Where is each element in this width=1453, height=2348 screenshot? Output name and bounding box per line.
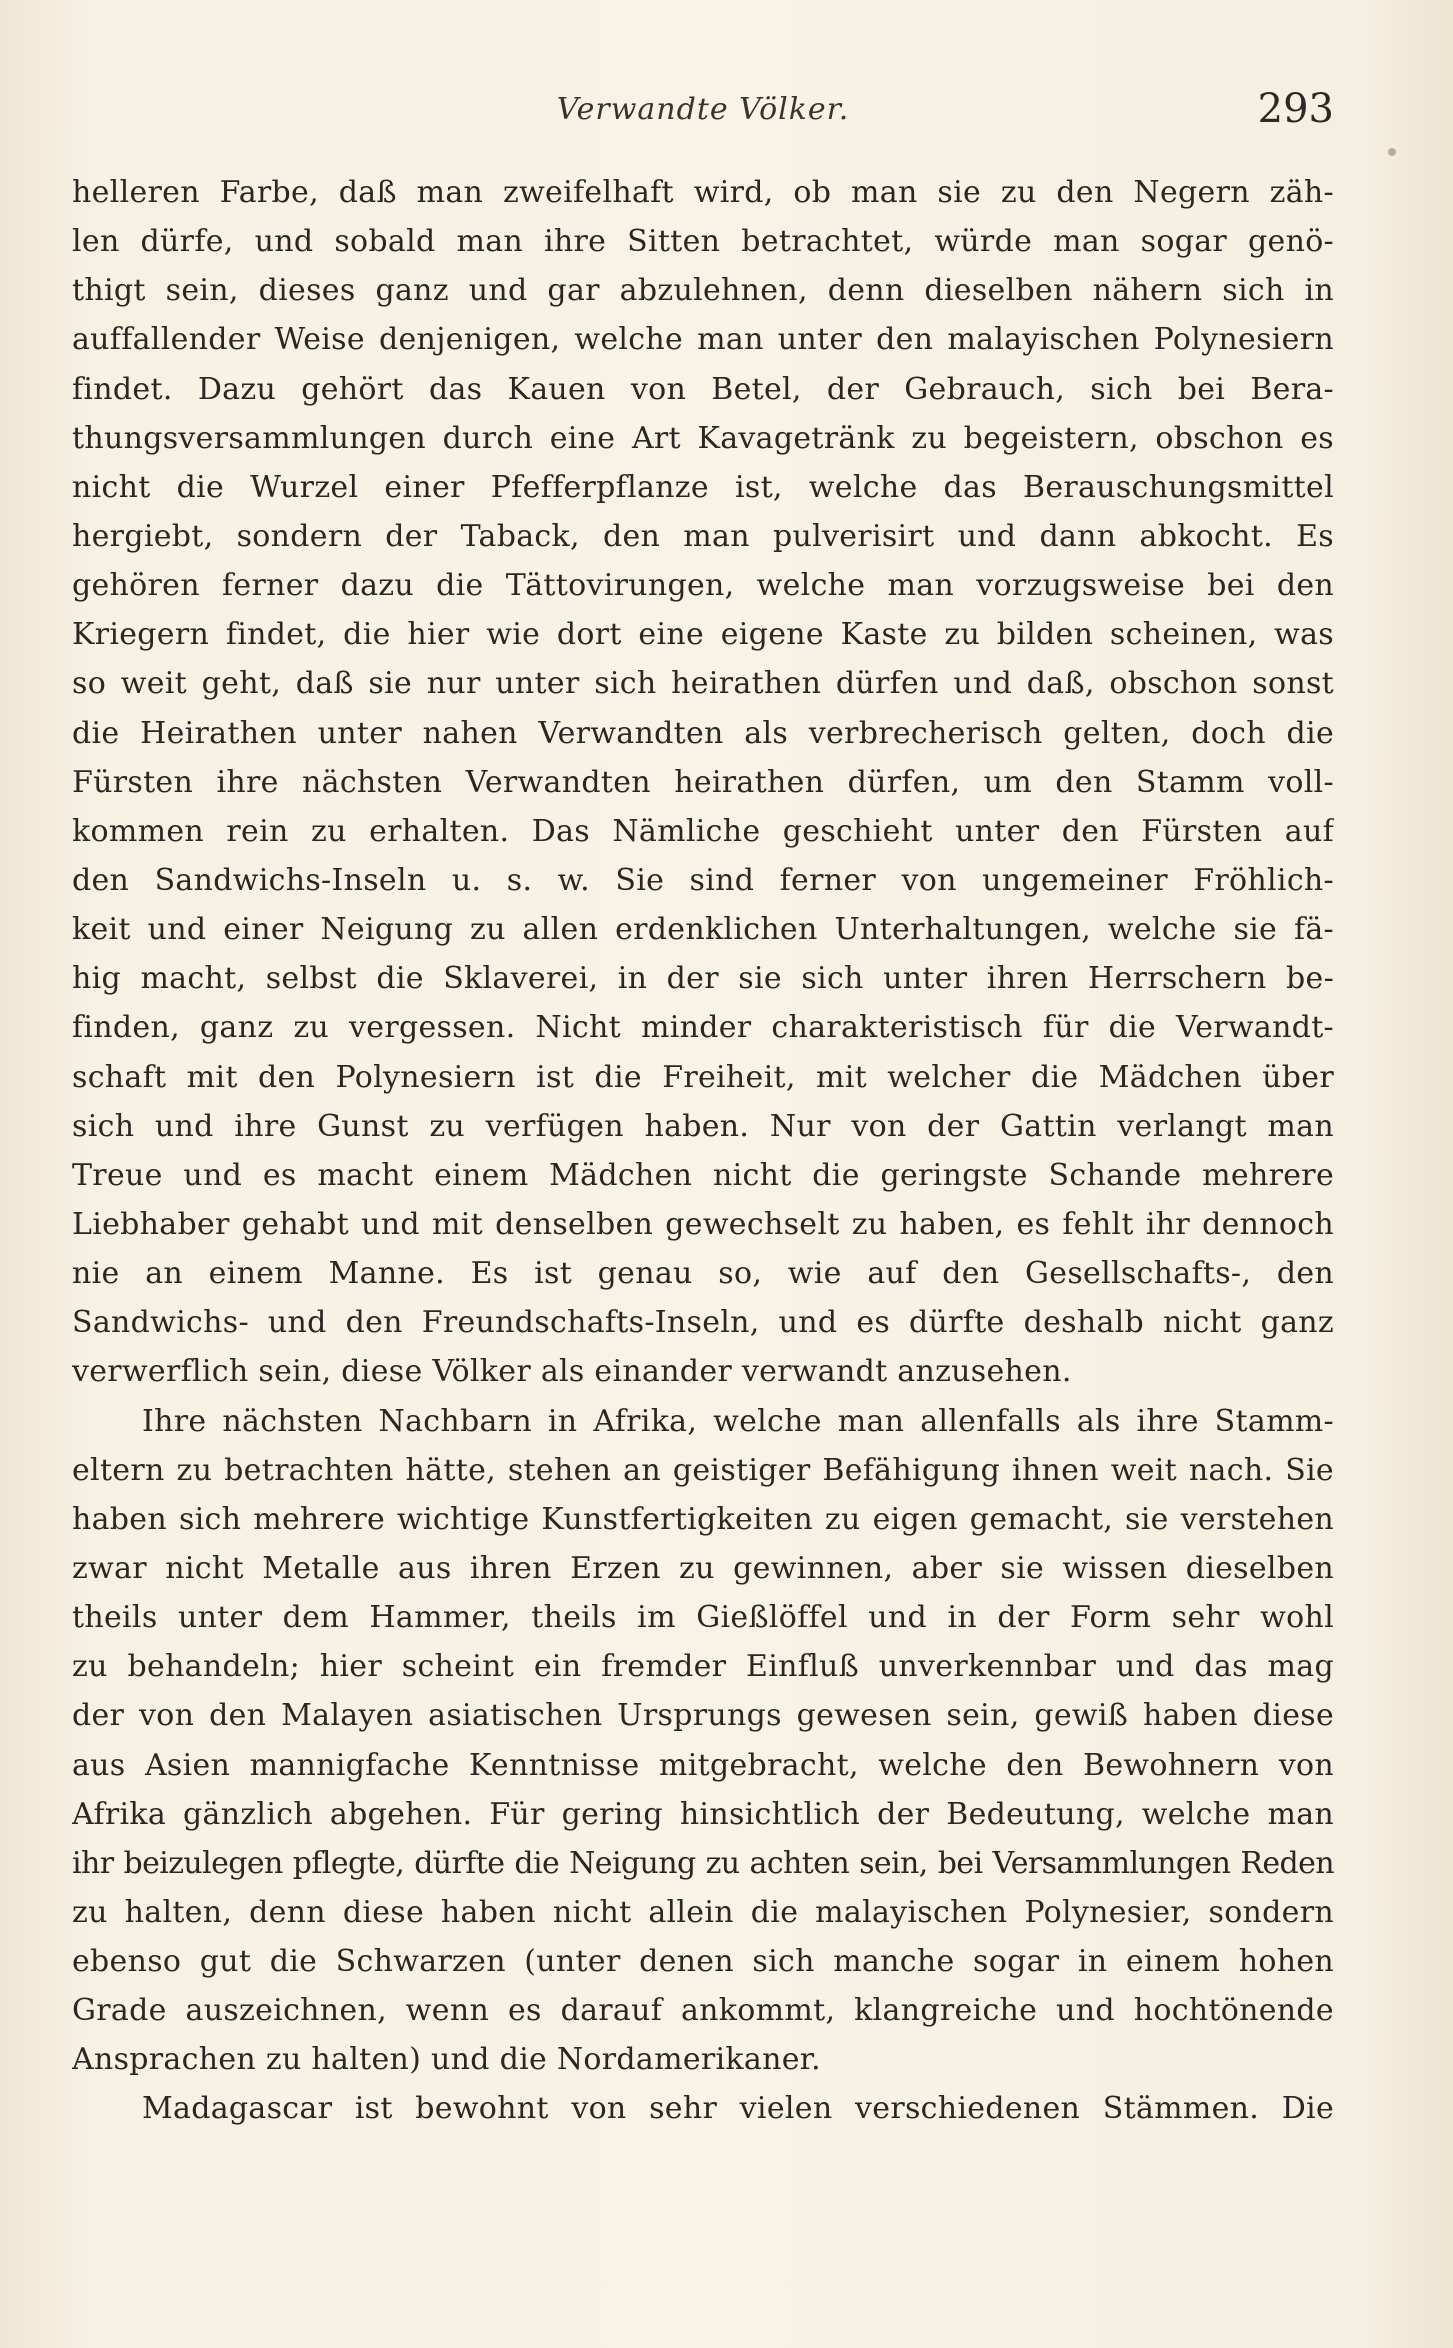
text-line: aus Asien mannigfache Kenntnisse mitgebracht, welche den Bewohnern von xyxy=(72,1747,1334,1783)
text-line: schaft mit den Polynesiern ist die Freiheit, mit welcher die Mädchen über xyxy=(72,1059,1334,1095)
text-line: zu halten, denn diese haben nicht allein die malayischen Polynesier, sondern xyxy=(72,1894,1334,1930)
text-line: ebenso gut die Schwarzen (unter denen sich manche sogar in einem hohen xyxy=(72,1944,1334,1980)
text-line: keit und einer Neigung zu allen erdenklichen Unterhaltungen, welche sie fä- xyxy=(72,912,1334,948)
text-line: helleren Farbe, daß man zweifelhaft wird, ob man sie zu den Negern zäh- xyxy=(72,175,1334,210)
text-line: eltern zu betrachten hätte, stehen an geistiger Befähigung ihnen weit nach. Sie xyxy=(72,1452,1334,1488)
text-line: findet. Dazu gehört das Kauen von Betel, der Gebrauch, sich bei Bera- xyxy=(72,371,1334,407)
text-line: Treue und es macht einem Mädchen nicht die geringste Schande mehrere xyxy=(72,1157,1334,1193)
text-line: den Sandwichs-Inseln u. s. w. Sie sind ferner von ungemeiner Fröhlich- xyxy=(72,862,1334,898)
text-line: so weit geht, daß sie nur unter sich heirathen dürfen und daß, obschon sonst xyxy=(72,666,1334,702)
text-line: nie an einem Manne. Es ist genau so, wie auf den Gesellschafts-, den xyxy=(72,1256,1334,1292)
text-line: finden, ganz zu vergessen. Nicht minder charakteristisch für die Verwandt- xyxy=(72,1010,1334,1046)
text-line: hig macht, selbst die Sklaverei, in der sie sich unter ihren Herrschern be- xyxy=(72,961,1334,997)
text-line: thigt sein, dieses ganz und gar abzulehnen, denn dieselben nähern sich in xyxy=(72,273,1334,309)
body-text xyxy=(72,168,1334,2134)
text-line: haben sich mehrere wichtige Kunstfertigkeiten zu eigen gemacht, sie verstehen xyxy=(72,1501,1334,1537)
text-line: auffallender Weise denjenigen, welche man unter den malayischen Polynesiern xyxy=(72,322,1334,358)
text-line: ihr beizulegen pflegte, dürfte die Neigung zu achten sein, bei Versammlungen Reden xyxy=(72,1845,1334,1881)
text-line: Sandwichs- und den Freundschafts-Inseln, und es dürfte deshalb nicht ganz xyxy=(72,1305,1334,1341)
text-line: Grade auszeichnen, wenn es darauf ankommt, klangreiche und hochtönende xyxy=(72,1993,1334,2029)
text-line: Afrika gänzlich abgehen. Für gering hinsichtlich der Bedeutung, welche man xyxy=(72,1796,1334,1832)
text-line: Kriegern findet, die hier wie dort eine eigene Kaste zu bilden scheinen, was xyxy=(72,617,1334,653)
text-line: theils unter dem Hammer, theils im Gießlöffel und in der Form sehr wohl xyxy=(72,1600,1334,1636)
paragraph-start-line: Ihre nächsten Nachbarn in Afrika, welche man allenfalls als ihre Stamm- xyxy=(142,1403,1334,1439)
text-line: hergiebt, sondern der Taback, den man pulverisirt und dann abkocht. Es xyxy=(72,518,1334,554)
text-line: der von den Malayen asiatischen Ursprungs gewesen sein, gewiß haben diese xyxy=(72,1698,1334,1734)
text-line: Liebhaber gehabt und mit denselben gewechselt zu haben, es fehlt ihr dennoch xyxy=(72,1206,1334,1242)
text-line: kommen rein zu erhalten. Das Nämliche geschieht unter den Fürsten auf xyxy=(72,813,1334,849)
text-line: zu behandeln; hier scheint ein fremder Einfluß unverkennbar und das mag xyxy=(72,1649,1334,1685)
ink-speck xyxy=(1388,148,1396,156)
text-line: gehören ferner dazu die Tättovirungen, welche man vorzugsweise bei den xyxy=(72,568,1334,604)
text-line: Fürsten ihre nächsten Verwandten heirathen dürfen, um den Stamm voll- xyxy=(72,764,1334,800)
paragraph-start-line: Madagascar ist bewohnt von sehr vielen verschiedenen Stämmen. Die xyxy=(142,2091,1334,2127)
text-line: sich und ihre Gunst zu verfügen haben. Nur von der Gattin verlangt man xyxy=(72,1108,1334,1144)
running-title: Verwandte Völker. xyxy=(556,92,850,127)
text-line: thungsversammlungen durch eine Art Kavagetränk zu begeistern, obschon es xyxy=(72,420,1334,456)
text-line: die Heirathen unter nahen Verwandten als verbrecherisch gelten, doch die xyxy=(72,715,1334,751)
text-line: len dürfe, und sobald man ihre Sitten betrachtet, würde man sogar genö- xyxy=(72,224,1334,260)
text-line: nicht die Wurzel einer Pfefferpflanze ist, welche das Berauschungsmittel xyxy=(72,469,1334,505)
text-line: zwar nicht Metalle aus ihren Erzen zu gewinnen, aber sie wissen dieselben xyxy=(72,1550,1334,1586)
page-header xyxy=(72,86,1334,136)
paragraph-end-line: Ansprachen zu halten) und die Nordamerikaner. xyxy=(72,2042,821,2078)
paragraph-end-line: verwerflich sein, diese Völker als einander verwandt anzusehen. xyxy=(72,1354,1072,1390)
page-number: 293 xyxy=(1257,86,1334,132)
